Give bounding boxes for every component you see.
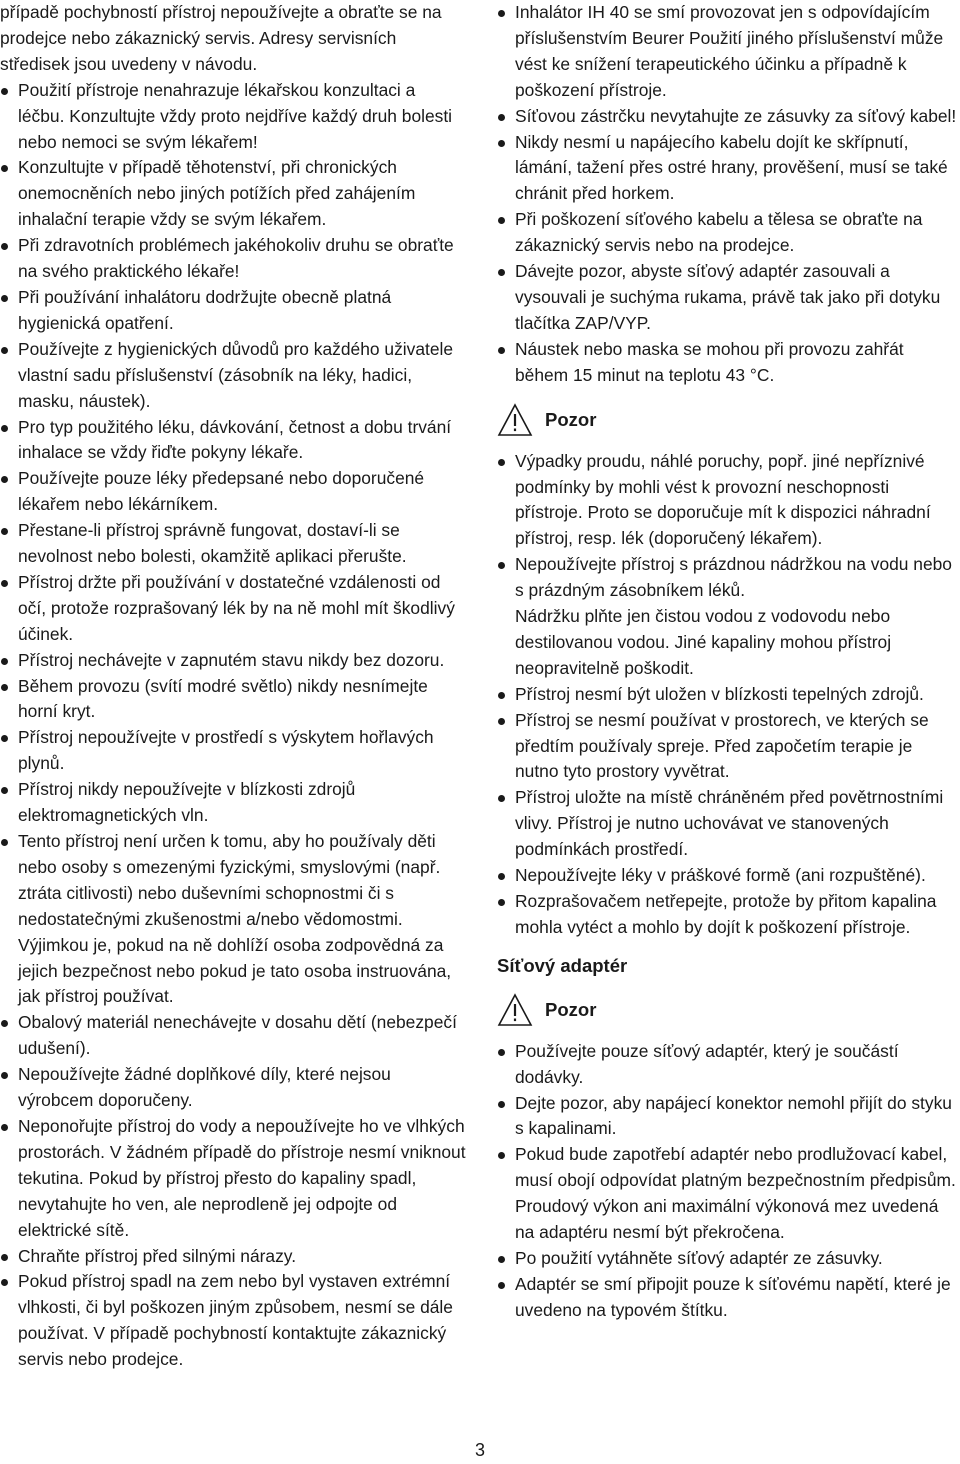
- list-item: Přístroj uložte na místě chráněném před povětrnostními vlivy. Přístroj je nutno uchovávat ve stanovených podmínkách prostředí.: [497, 785, 960, 863]
- section-title-power-adapter: Síťový adaptér: [497, 954, 628, 976]
- list-item: Přístroj držte při používání v dostatečné vzdálenosti od očí, protože rozprašovaný lék by na ně mohl mít škodlivý účinek.: [0, 570, 466, 648]
- list-item: Přístroj se nesmí používat v prostorech, ve kterých se předtím používaly spreje. Před započetím terapie je nutno tyto prostory vyvětrat.: [497, 708, 960, 786]
- list-item: Náustek nebo maska se mohou při provozu zahřát během 15 minut na teplotu 43 °C.: [497, 337, 960, 389]
- list-item: Inhalátor IH 40 se smí provozovat jen s odpovídajícím příslušenstvím Beurer Použití jiného příslušenství může vést ke snížení terapeutického účinku a případně k poškození přístroje.: [497, 0, 960, 104]
- caution-heading: [497, 397, 960, 443]
- caution-label: Pozor: [545, 408, 597, 430]
- list-item: Nikdy nesmí u napájecího kabelu dojít ke skřípnutí, lámání, tažení přes ostré hrany, prověšení, musí se také chránit před horkem.: [497, 130, 960, 208]
- list-item: Síťovou zástrčku nevytahujte ze zásuvky za síťový kabel!: [497, 104, 960, 130]
- list-item: Konzultujte v případě těhotenství, při chronických onemocněních nebo jiných potížích před zahájením inhalační terapie vždy se svým lékařem.: [0, 155, 466, 233]
- list-item: Rozprašovačem netřepejte, protože by přitom kapalina mohla vytéct a mohlo by dojít k poškození přístroje.: [497, 889, 960, 941]
- page-number: 3: [474, 1440, 485, 1460]
- list-item: Chraňte přístroj před silnými nárazy.: [0, 1244, 466, 1270]
- warning-triangle-icon: [497, 403, 533, 437]
- warning-triangle-icon: [497, 993, 533, 1027]
- list-item: Při poškození síťového kabelu a tělesa se obraťte na zákaznický servis nebo na prodejce.: [497, 207, 960, 259]
- list-item: Používejte pouze síťový adaptér, který je součástí dodávky.: [497, 1039, 960, 1091]
- safety-list-left: [0, 78, 466, 1373]
- list-item: Dávejte pozor, abyste síťový adaptér zasouvali a vysouvali je suchýma rukama, právě tak jako při dotyku tlačítka ZAP/VYP.: [497, 259, 960, 337]
- list-item: Pokud bude zapotřebí adaptér nebo prodlužovací kabel, musí obojí odpovídat platným bezpečnostním předpisům. Proudový výkon ani maximální výkonová mez uvedená na adaptéru nesmí být překročena.: [497, 1142, 960, 1246]
- list-item: Při zdravotních problémech jakéhokoliv druhu se obraťte na svého praktického lékaře!: [0, 233, 466, 285]
- adapter-list: [497, 1039, 960, 1324]
- caution-label: Pozor: [545, 998, 597, 1020]
- safety-list-right-top: [497, 0, 960, 389]
- list-item: Nepoužívejte přístroj s prázdnou nádržkou na vodu nebo s prázdným zásobníkem léků.: [497, 552, 960, 604]
- list-item: Nepoužívejte žádné doplňkové díly, které nejsou výrobcem doporučeny.: [0, 1062, 466, 1114]
- list-item: Neponořujte přístroj do vody a nepoužívejte ho ve vlhkých prostorách. V žádném případě do přístroje nesmí vniknout tekutina. Pokud by přístroj přesto do kapaliny spadl, nevytahujte ho ven, ale neprodleně jej odpojte od elektrické sítě.: [0, 1114, 466, 1244]
- list-item: Výpadky proudu, náhlé poruchy, popř. jiné nepříznivé podmínky by mohli vést k provozní neschopnosti přístroje. Proto se doporučuje mít k dispozici náhradní přístroj, resp. lék (doporučený lékařem).: [497, 449, 960, 553]
- list-item: Během provozu (svítí modré světlo) nikdy nesnímejte horní kryt.: [0, 674, 466, 726]
- list-item: Obalový materiál nenechávejte v dosahu dětí (nebezpečí udušení).: [0, 1010, 466, 1062]
- list-item: Adaptér se smí připojit pouze k síťovému napětí, které je uvedeno na typovém štítku.: [497, 1272, 960, 1324]
- note-paragraph: Nádržku plňte jen čistou vodou z vodovodu nebo destilovanou vodou. Jiné kapaliny mohou přístroj neopravitelně poškodit.: [515, 606, 892, 678]
- list-item: Pokud přístroj spadl na zem nebo byl vystaven extrémní vlhkosti, či byl poškozen jiným způsobem, nesmí se dále používat. V případě pochybností kontaktujte zákaznický servis nebo prodejce.: [0, 1269, 466, 1373]
- left-column: [0, 0, 466, 1373]
- right-column: [497, 0, 960, 1324]
- list-item: Tento přístroj není určen k tomu, aby ho používaly děti nebo osoby s omezenými fyzickými, smyslovými (např. ztráta citlivosti) nebo duševními schopnostmi či s nedostatečnými zkušenostmi a/nebo vědomostmi. Výjimkou je, pokud na ně dohlíží osoba zodpovědná za jejich bezpečnost nebo pokud je tato osoba instruována, jak přístroj používat.: [0, 829, 466, 1010]
- list-item: Přestane-li přístroj správně fungovat, dostaví-li se nevolnost nebo bolesti, okamžitě aplikaci přerušte.: [0, 518, 466, 570]
- caution-list-b: [497, 682, 960, 941]
- list-item: Přístroj nechávejte v zapnutém stavu nikdy bez dozoru.: [0, 648, 466, 674]
- list-item: Používejte pouze léky předepsané nebo doporučené lékařem nebo lékárníkem.: [0, 466, 466, 518]
- list-item: Nepoužívejte léky v práškové formě (ani rozpuštěné).: [497, 863, 960, 889]
- list-item: Přístroj nepoužívejte v prostředí s výskytem hořlavých plynů.: [0, 725, 466, 777]
- list-item: Přístroj nikdy nepoužívejte v blízkosti zdrojů elektromagnetických vln.: [0, 777, 466, 829]
- continuation-text: případě pochybností přístroj nepoužívejte a obraťte se na prodejce nebo zákaznický servis. Adresy servisních středisek jsou uvedeny v návodu.: [0, 2, 442, 74]
- list-item: Při používání inhalátoru dodržujte obecně platná hygienická opatření.: [0, 285, 466, 337]
- list-item: Pro typ použitého léku, dávkování, četnost a dobu trvání inhalace se vždy řiďte pokyny lékaře.: [0, 415, 466, 467]
- list-item: Po použití vytáhněte síťový adaptér ze zásuvky.: [497, 1246, 960, 1272]
- list-item: Používejte z hygienických důvodů pro každého uživatele vlastní sadu příslušenství (zásobník na léky, hadici, masku, náustek).: [0, 337, 466, 415]
- caution-heading: [497, 987, 960, 1033]
- caution-list-a: [497, 449, 960, 604]
- list-item: Použití přístroje nenahrazuje lékařskou konzultaci a léčbu. Konzultujte vždy proto nejdříve každý druh bolesti nebo nemoci se svým lékařem!: [0, 78, 466, 156]
- list-item: Přístroj nesmí být uložen v blízkosti tepelných zdrojů.: [497, 682, 960, 708]
- list-item: Dejte pozor, aby napájecí konektor nemohl přijít do styku s kapalinami.: [497, 1091, 960, 1143]
